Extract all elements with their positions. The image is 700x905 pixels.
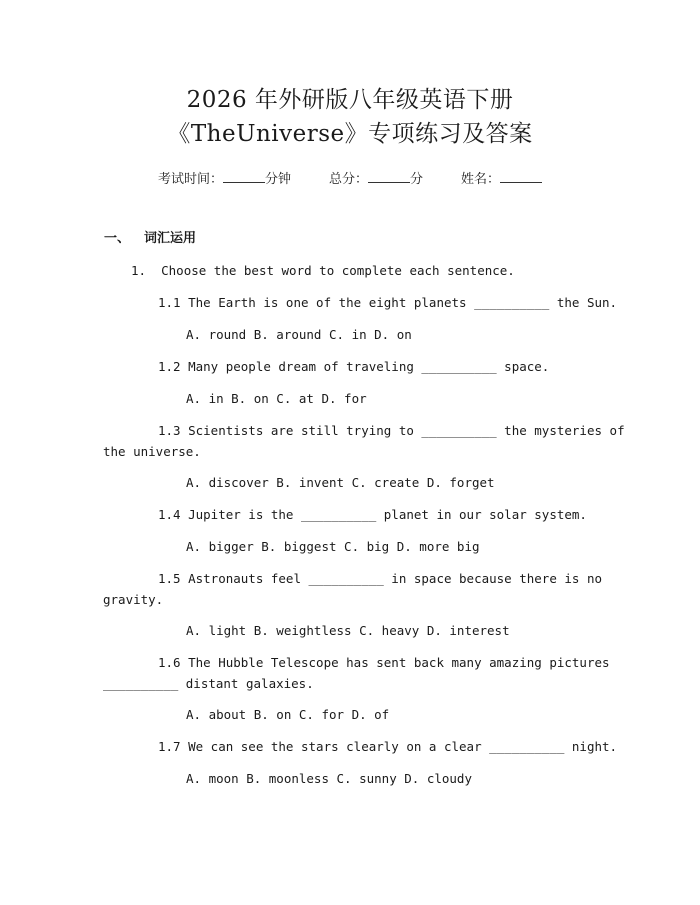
- item-stem: 1.7 We can see the stars clearly on a clear __________ night.: [158, 739, 618, 754]
- section-heading: [104, 230, 196, 248]
- item-options: A. discover B. invent C. create D. forget: [186, 475, 495, 490]
- student-name-field: [461, 170, 542, 189]
- item-stem-continued: gravity.: [103, 592, 164, 607]
- question-instruction: [131, 262, 515, 280]
- item-options: A. about B. on C. for D. of: [186, 707, 390, 722]
- exam-score-blank: [368, 170, 410, 183]
- exam-time-blank: [223, 170, 265, 183]
- student-name-blank: [500, 170, 542, 183]
- item-stem-continued: the universe.: [103, 444, 201, 459]
- item-options: A. bigger B. biggest C. big D. more big: [186, 539, 480, 554]
- exam-score-field: [329, 170, 423, 189]
- section-title: 词汇运用: [144, 231, 197, 246]
- document-title-line2: 《TheUniverse》专项练习及答案: [167, 121, 533, 147]
- item-stem: 1.6 The Hubble Telescope has sent back many amazing pictures: [158, 655, 610, 670]
- item-stem: 1.3 Scientists are still trying to __________ the mysteries of: [158, 423, 625, 438]
- exam-time-unit: 分钟: [264, 172, 291, 187]
- item-options: A. in B. on C. at D. for: [186, 391, 367, 406]
- item-stem-continued: __________ distant galaxies.: [103, 676, 314, 691]
- item-options: A. moon B. moonless C. sunny D. cloudy: [186, 771, 472, 786]
- document-title-line1: 2026 年外研版八年级英语下册: [186, 87, 514, 113]
- exam-score-unit: 分: [410, 172, 424, 187]
- exam-time-field: [158, 170, 291, 189]
- student-name-label: 姓名：: [461, 172, 501, 187]
- item-stem: 1.1 The Earth is one of the eight planets __________ the Sun.: [158, 295, 618, 310]
- item-options: A. light B. weightless C. heavy D. interest: [186, 623, 510, 638]
- exam-time-label: 考试时间：: [157, 172, 223, 187]
- section-number: 一、: [104, 231, 131, 246]
- item-options: A. round B. around C. in D. on: [186, 327, 412, 342]
- question-number: 1.: [131, 263, 147, 278]
- question-instruction-text: Choose the best word to complete each sentence.: [161, 263, 515, 278]
- item-stem: 1.2 Many people dream of traveling __________ space.: [158, 359, 550, 374]
- exam-score-label: 总分：: [328, 172, 368, 187]
- exam-info-row: [0, 170, 700, 189]
- item-stem: 1.5 Astronauts feel __________ in space because there is no: [158, 571, 603, 586]
- item-stem: 1.4 Jupiter is the __________ planet in our solar system.: [158, 507, 587, 522]
